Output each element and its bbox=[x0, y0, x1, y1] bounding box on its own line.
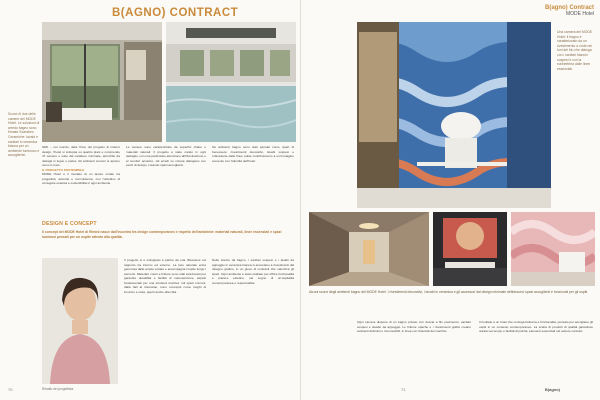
room-window-illustration bbox=[42, 22, 162, 142]
pink-bathroom-illustration bbox=[511, 212, 595, 286]
folio-left: 70 bbox=[8, 387, 13, 392]
right-header-title: B(agno) Contract bbox=[545, 5, 594, 11]
text-column-3 bbox=[212, 145, 294, 163]
col1b-text: MODE Hotel è il risultato di un lavoro corale tra progettisti, aziende e committenza, con l'obiettivo di coniugare estetica e sostenibilità in ogni ambiente. bbox=[42, 172, 120, 185]
section-title: DESIGN E CONCEPT bbox=[42, 221, 97, 227]
right-header bbox=[545, 5, 594, 17]
pool-illustration bbox=[166, 22, 296, 142]
portrait-illustration bbox=[42, 258, 118, 384]
right-header-subtitle: MODE Hotel bbox=[565, 11, 594, 17]
section-header-title: B(AGNO) CONTRACT bbox=[112, 7, 239, 19]
col1-text: SDK – nel mondo, delle firme del progetto di interior design, l'hotel si sviluppa su quattro piani e comprende 47 camere e suite dal carattere minimale, arricchite da dettagli in legno e pietra. Gli ambienti comuni si aprono verso il mare. bbox=[42, 145, 120, 167]
right-column-b: Il risultato è un hotel che coniuga bellezza e funzionalità, pensato per accogliere gli ospiti in un contesto contemporaneo. La scelta di prodotti di qualità garantisce durata nel tempo e facilità di pulizia, elementi essenziali nel settore contract. bbox=[479, 320, 593, 333]
text-column-2 bbox=[126, 145, 206, 168]
right-column-a: Ogni camera dispone di un bagno privato con doccia a filo pavimento, sanitari sospesi e lavabo da appoggio. Le finiture opache e i rivestimenti grafici creano ambienti distintivi e riconoscibili, in linea con l'identità del marchio. bbox=[357, 320, 471, 333]
photo-pool bbox=[166, 22, 296, 142]
right-bottom-caption: Alcuni scorci degli ambienti bagno del MODE Hotel. I rivestimenti decorativi, i lavabi in ceramica e gli accessori dal design minimale definiscono spazi accoglienti e funzionali per gli ospiti. bbox=[309, 290, 589, 294]
photo-room-window bbox=[42, 22, 162, 142]
text-column-1 bbox=[42, 145, 120, 186]
photo-bathroom-pink bbox=[511, 212, 595, 286]
portrait-photo bbox=[42, 258, 118, 384]
intro-text: Il concept del MODE Hotel di Rimini nasce dall'incontro tra design contemporaneo e rispetto dell'ambiente: materiali naturali, linee essenziali e spazi luminosi pensati per un ospite attento alla qualità. bbox=[42, 230, 282, 239]
body-right: Nelle stanze da bagno, i sanitari sospesi e i lavabi da appoggio in ceramica bianca si accostano a rivestimenti dal disegno grafico, in un gioco di contrasti che valorizza gli spazi. Ogni ambiente è stato studiato per offrire funzionalità e piacere estetico, nel segno di un'ospitalità contemporanea e responsabile. bbox=[212, 258, 294, 285]
portrait-caption: Ritratto del progettista. bbox=[42, 387, 75, 391]
body-left: Il progetto si è sviluppato a partire da una riflessione sul rapporto tra interno ed esterno. La luce naturale entra generosa dalle ampie vetrate e accompagna l'ospite lungo i percorsi. Materiali, colori e finiture sono stati selezionati per garantire durabilità e facilità di manutenzione, aspetti fondamentali per una struttura ricettiva. Gli spazi comuni, dalla hall al ristorante, sono concepiti come luoghi di incontro e relax, aperti anche alla città. bbox=[124, 258, 206, 294]
wave-bathroom-illustration bbox=[357, 22, 551, 208]
left-photo-caption: Scorci di due delle camere del MODE Hotel. Le soluzioni di arredo bagno sono firmate Scarabeo Ceramiche: lavabi e sanitari in ceramica bianca per un ambiente luminoso e accogliente. bbox=[8, 112, 40, 158]
photo-bathroom-mirror bbox=[433, 212, 507, 286]
col3-text: Gli ambienti bagno sono stati pensati come spazi di benessere: rivestimenti decorativi, lavabi sospesi e rubinetterie dalle linee pulite contribuiscono a un'immagine coerente con l'identità dell'hotel. bbox=[212, 145, 294, 163]
photo-bathroom-wave bbox=[357, 22, 551, 208]
mirror-illustration bbox=[433, 212, 507, 286]
subheading: IL PROGETTO SOSTENIBILE bbox=[42, 167, 85, 172]
folio-right: 71 bbox=[401, 387, 406, 392]
folio-brand: B(agno) bbox=[544, 387, 560, 392]
hallway-illustration bbox=[309, 212, 429, 286]
right-page bbox=[300, 0, 600, 400]
right-side-caption: Una camera del MODE Hotel: il bagno è caratterizzato da un rivestimento a onde nei toni del blu che dialoga con i sanitari bianchi sospesi e con la rubinetteria dalle linee essenziali. bbox=[557, 30, 593, 71]
photo-hallway bbox=[309, 212, 429, 286]
col2-text: Le camere sono caratterizzate da superfici chiare e materiali naturali. Il progetto è stato curato in ogni dettaglio, con una particolare attenzione all'illuminazione e al comfort acustico. Gli arredi su misura dialogano con pezzi di design, creando spazi accoglienti. bbox=[126, 145, 206, 167]
